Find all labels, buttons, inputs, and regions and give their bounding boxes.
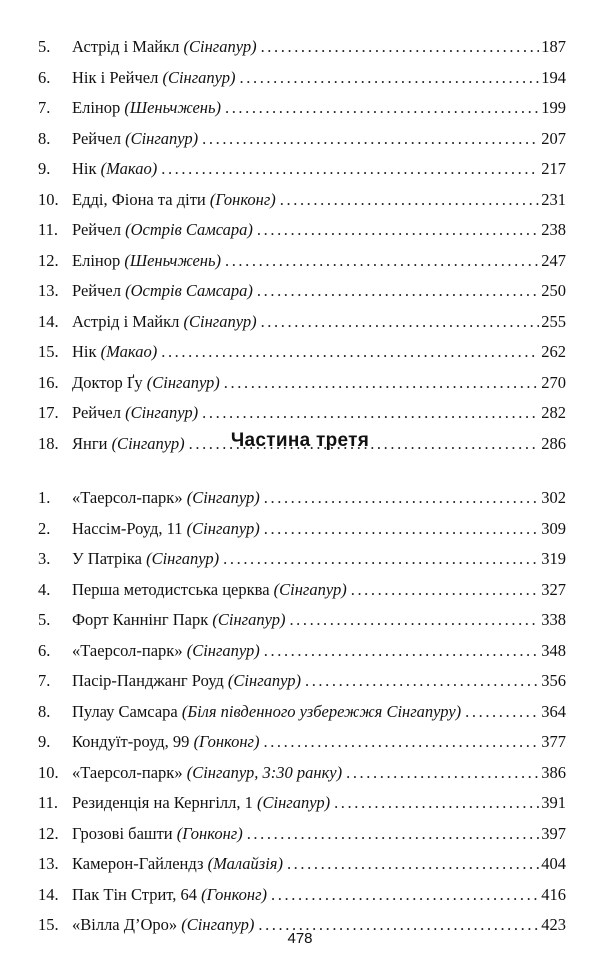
dot-leader [223,544,539,574]
chapter-number: 5. [38,610,51,629]
chapter-page: 199 [541,98,566,117]
chapter-title-text: Кондуїт-роуд, 99 [72,732,190,751]
chapter-title [72,666,301,696]
chapter-page: 217 [541,159,566,178]
chapter-title-text: Нік [72,342,97,361]
dot-leader [202,398,539,428]
chapter-number: 6. [38,68,51,87]
chapter-title-text: Астрід і Майкл [72,37,180,56]
chapter-number: 1. [38,488,51,507]
chapter-title [72,605,285,635]
dot-leader [287,849,539,879]
toc-part-three [38,483,566,941]
chapter-number: 13. [38,281,59,300]
chapter-number: 15. [38,915,59,934]
dot-leader [261,32,540,62]
chapter-number: 9. [38,732,51,751]
chapter-location: (Сінгапур) [212,610,286,629]
chapter-number: 8. [38,129,51,148]
chapter-number: 12. [38,824,59,843]
chapter-page: 231 [541,190,566,209]
dot-leader [264,514,540,544]
chapter-page: 187 [541,37,566,56]
chapter-title [72,154,157,184]
chapter-title [72,246,221,276]
chapter-location: (Сінгапур) [146,373,220,392]
chapter-title [72,93,221,123]
chapter-title [72,63,236,93]
chapter-location: (Шеньчжень) [124,251,221,270]
chapter-title-text: Астрід і Майкл [72,312,180,331]
toc-entry [38,185,566,215]
dot-leader [465,697,539,727]
chapter-number: 4. [38,580,51,599]
chapter-page: 423 [541,915,566,934]
chapter-title-text: «Таерсол-парк» [72,641,183,660]
chapter-title [72,483,260,513]
chapter-title-text: Янги [72,434,108,453]
chapter-location: (Сінгапур) [183,312,257,331]
dot-leader [247,819,540,849]
chapter-page: 286 [541,434,566,453]
chapter-page: 377 [541,732,566,751]
chapter-title [72,185,276,215]
chapter-page: 262 [541,342,566,361]
dot-leader [257,215,539,245]
dot-leader [264,636,539,666]
chapter-number: 18. [38,434,59,453]
chapter-location: (Сінгапур) [273,580,347,599]
chapter-title [72,758,342,788]
chapter-title [72,398,198,428]
chapter-title-text: «Вілла Д’Оро» [72,915,178,934]
toc-entry [38,819,566,849]
chapter-title-text: Форт Каннінг Парк [72,610,209,629]
chapter-title [72,124,198,154]
chapter-location: (Сінгапур) [186,519,260,538]
chapter-title [72,337,157,367]
chapter-title-text: «Таерсол-парк» [72,763,183,782]
toc-entry [38,93,566,124]
chapter-page: 207 [541,129,566,148]
chapter-title [72,788,330,818]
chapter-title [72,514,260,544]
chapter-location: (Сінгапур) [162,68,236,87]
chapter-title-text: Елінор [72,98,121,117]
dot-leader [240,63,540,93]
chapter-location: (Сінгапур) [186,641,260,660]
chapter-location: (Шеньчжень) [124,98,221,117]
toc-entry [38,483,566,514]
chapter-title-text: Нассім-Роуд, 11 [72,519,183,538]
chapter-title [72,544,219,574]
chapter-title-text: Нік і Рейчел [72,68,159,87]
chapter-title-text: Рейчел [72,129,121,148]
chapter-location: (Сінгапур) [257,793,331,812]
dot-leader [161,337,539,367]
chapter-number: 17. [38,403,59,422]
chapter-title-text: Едді, Фіона та діти [72,190,206,209]
toc-entry [38,276,566,307]
toc-entry [38,307,566,337]
page-number: 478 [287,930,313,947]
chapter-number: 16. [38,373,59,392]
chapter-location: (Малайзія) [207,854,283,873]
toc-entry [38,337,566,368]
chapter-number: 10. [38,763,59,782]
chapter-page: 270 [541,373,566,392]
chapter-title-text: Перша методистська церква [72,580,270,599]
chapter-page: 255 [541,312,566,331]
chapter-number: 11. [38,220,59,239]
toc-entry [38,880,566,910]
dot-leader [351,575,540,605]
chapter-page: 348 [541,641,566,660]
chapter-location: (Макао) [100,159,158,178]
dot-leader [202,124,539,154]
chapter-number: 5. [38,37,51,56]
chapter-page: 386 [541,763,566,782]
chapter-title [72,849,283,879]
chapter-title [72,32,257,62]
toc-entry [38,849,566,880]
toc-entry [38,124,566,154]
chapter-location: (Сінгапур) [125,129,199,148]
chapter-number: 3. [38,549,51,568]
chapter-location: (Острів Самсара) [125,281,253,300]
chapter-location: (Острів Самсара) [125,220,253,239]
chapter-page: 338 [541,610,566,629]
toc-entry [38,514,566,544]
chapter-location: (Сінгапур) [125,403,199,422]
chapter-title-text: Нік [72,159,97,178]
chapter-number: 12. [38,251,59,270]
chapter-location: (Сінгапур) [146,549,220,568]
chapter-page: 391 [541,793,566,812]
chapter-title-text: Елінор [72,251,121,270]
dot-leader [224,368,539,398]
chapter-number: 13. [38,854,59,873]
toc-entry [38,788,566,819]
chapter-location: (Сінгапур) [183,37,257,56]
chapter-title [72,276,253,306]
chapter-page: 356 [541,671,566,690]
chapter-location: (Гонконг) [201,885,268,904]
chapter-title-text: «Таерсол-парк» [72,488,183,507]
chapter-title-text: Доктор Ґу [72,373,143,392]
chapter-location: (Сінгапур) [181,915,255,934]
toc-entry [38,758,566,788]
chapter-title-text: Пак Тін Стрит, 64 [72,885,197,904]
toc-entry [38,727,566,758]
chapter-location: (Макао) [100,342,158,361]
dot-leader [271,880,539,910]
chapter-number: 2. [38,519,51,538]
chapter-title-text: Пасір-Панджанг Роуд [72,671,224,690]
chapter-title [72,368,220,398]
chapter-title [72,575,347,605]
part-three-heading: Частина третя [230,430,370,451]
dot-leader [225,246,539,276]
chapter-location: (Сінгапур) [227,671,301,690]
chapter-location: (Сінгапур, 3:30 ранку) [186,763,343,782]
dot-leader [263,727,539,757]
dot-leader [346,758,539,788]
dot-leader [161,154,539,184]
chapter-location: (Гонконг) [209,190,276,209]
chapter-title-text: У Патріка [72,549,142,568]
chapter-title [72,697,461,727]
chapter-page: 302 [541,488,566,507]
chapter-location: (Гонконг) [176,824,243,843]
chapter-title [72,727,259,757]
toc-entry [38,636,566,666]
chapter-page: 282 [541,403,566,422]
dot-leader [280,185,539,215]
chapter-title [72,307,257,337]
toc-part-two [38,32,566,459]
chapter-title [72,819,243,849]
chapter-number: 10. [38,190,59,209]
chapter-title-text: Грозові башти [72,824,173,843]
chapter-location: (Гонконг) [193,732,260,751]
chapter-page: 404 [541,854,566,873]
chapter-page: 319 [541,549,566,568]
chapter-number: 14. [38,312,59,331]
chapter-location: (Біля південного узбережжя Сінгапуру) [181,702,462,721]
toc-entry [38,666,566,697]
chapter-title-text: Рейчел [72,403,121,422]
dot-leader [334,788,539,818]
chapter-number: 11. [38,793,59,812]
chapter-title-text: Пулау Самсара [72,702,178,721]
chapter-number: 6. [38,641,51,660]
chapter-title-text: Рейчел [72,281,121,300]
chapter-number: 15. [38,342,59,361]
chapter-page: 327 [541,580,566,599]
toc-entry [38,368,566,398]
chapter-title [72,215,253,245]
chapter-page: 364 [541,702,566,721]
dot-leader [305,666,539,696]
toc-entry [38,398,566,429]
toc-entry [38,697,566,727]
chapter-number: 8. [38,702,51,721]
toc-entry [38,246,566,276]
chapter-page: 416 [541,885,566,904]
chapter-page: 238 [541,220,566,239]
chapter-page: 250 [541,281,566,300]
chapter-page: 194 [541,68,566,87]
dot-leader [264,483,539,513]
toc-entry [38,154,566,185]
chapter-title-text: Резиденція на Кернгілл, 1 [72,793,253,812]
chapter-title [72,880,267,910]
dot-leader [289,605,539,635]
chapter-number: 9. [38,159,51,178]
dot-leader [257,276,539,306]
chapter-number: 14. [38,885,59,904]
chapter-number: 7. [38,671,51,690]
chapter-page: 247 [541,251,566,270]
chapter-title [72,636,260,666]
chapter-location: (Сінгапур) [111,434,185,453]
toc-entry [38,215,566,246]
toc-entry [38,63,566,93]
toc-entry [38,544,566,575]
chapter-title-text: Камерон-Гайлендз [72,854,204,873]
chapter-page: 397 [541,824,566,843]
dot-leader [225,93,539,123]
chapter-location: (Сінгапур) [186,488,260,507]
chapter-title-text: Рейчел [72,220,121,239]
toc-entry [38,605,566,636]
toc-entry [38,575,566,605]
toc-entry [38,32,566,63]
dot-leader [261,307,540,337]
chapter-page: 309 [541,519,566,538]
chapter-number: 7. [38,98,51,117]
